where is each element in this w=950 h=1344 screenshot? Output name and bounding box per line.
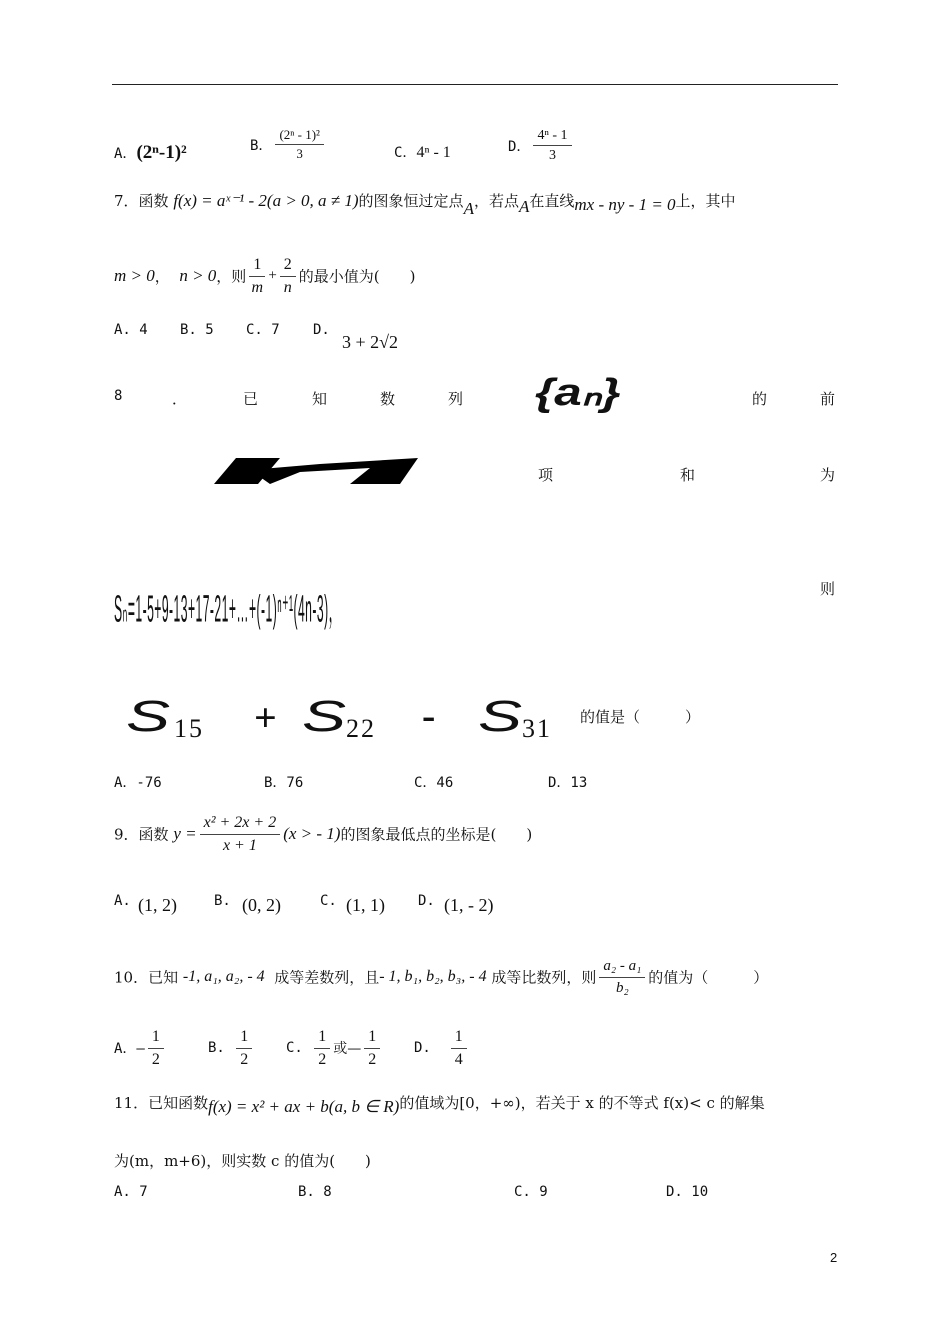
q11-option-c: C. 9: [514, 1184, 548, 1200]
q10-seq-a: -1, a₁, a₂, - 4: [182, 968, 265, 985]
fraction-denominator: m: [251, 278, 264, 296]
q7-text: ，若点: [473, 192, 519, 210]
q11-option-a: A. 7: [114, 1184, 148, 1200]
q8-word: 数: [380, 390, 396, 408]
q10-stem: [114, 958, 768, 996]
q11-stem-line2: 为(m，m+6)，则实数 c 的值为( ): [114, 1152, 371, 1170]
s31-subscript: 31: [522, 714, 552, 743]
q8-word: 已: [243, 390, 259, 408]
q9-y: y =: [173, 824, 197, 844]
q8-option-d: D．13: [548, 775, 588, 791]
q11-stem-line1: [114, 1092, 765, 1116]
q10-option-d: [414, 1028, 470, 1068]
s22-symbol: S: [302, 692, 347, 741]
q7-option-d-expr: 3 + 2√2: [342, 332, 399, 352]
q8-sequence-an: {aₙ}: [535, 372, 621, 414]
fraction-denominator: b₂: [615, 979, 629, 996]
fraction-numerator: 1: [451, 1028, 467, 1049]
q8-ze: 则: [820, 580, 836, 598]
fraction-numerator: 1: [236, 1028, 252, 1049]
fraction-numerator: 1: [314, 1028, 330, 1049]
s15-subscript: 15: [174, 714, 204, 743]
q8-word: 8: [114, 388, 123, 404]
q8-word: 列: [448, 390, 464, 408]
q10-option-b: [208, 1028, 255, 1068]
q8-word: ．: [172, 390, 188, 408]
fraction-numerator: (2ⁿ - 1)²: [275, 128, 323, 145]
q10-a-fraction: [148, 1028, 164, 1068]
q10-seq-b: - 1, b₁, b₂, b₃, - 4: [379, 968, 487, 985]
q7-stem-line2: [114, 256, 416, 296]
q9-fraction: [200, 814, 281, 854]
fraction-denominator: x + 1: [222, 836, 257, 854]
q7-function: f(x) = aˣ⁻¹ - 2(a > 0, a ≠ 1): [173, 191, 359, 210]
q10-ask: 的值为（ ）: [648, 968, 769, 987]
q10-d-fraction: [451, 1028, 467, 1068]
q8-option-b: B．76: [264, 775, 304, 791]
s22-subscript: 22: [346, 714, 376, 743]
q11-text: 的值域为[0，+∞)，若关于 x 的不等式 f(x)< c 的解集: [399, 1094, 765, 1112]
q9-option-a-label: A.: [114, 893, 131, 909]
q10-c2-fraction: [364, 1028, 380, 1068]
q9-ask: 的图象最低点的坐标是( ): [340, 825, 533, 844]
q8-word: 的: [752, 390, 768, 408]
q7-text: ，则: [216, 267, 247, 286]
s15-symbol: S: [126, 692, 171, 741]
fraction-numerator: 2: [280, 256, 296, 277]
q10-b-fraction: [236, 1028, 252, 1068]
q6-c-expr: 4ⁿ - 1: [416, 144, 451, 161]
header-rule: [112, 84, 838, 85]
page-number: 2: [830, 1250, 838, 1265]
q10-option-c: [286, 1028, 383, 1068]
q7-prefix: 7．函数: [114, 192, 169, 210]
fraction-numerator: 1: [249, 256, 265, 277]
fraction-denominator: n: [283, 278, 292, 296]
q7-condition-n: n > 0: [179, 266, 217, 286]
q9-condition: (x > - 1): [283, 824, 341, 844]
q7-fraction-2: [280, 256, 296, 296]
fraction-denominator: 4: [454, 1050, 463, 1068]
fraction-denominator: 2: [368, 1050, 377, 1068]
q10-fraction: [599, 958, 645, 996]
q9-option-d-label: D.: [418, 893, 435, 909]
q6-d-fraction: [533, 128, 571, 164]
q9-option-c-label: C.: [320, 893, 337, 909]
q7-text: ，: [154, 267, 170, 286]
q8-word: 知: [312, 390, 328, 408]
q8-ask: 的值是（ ）: [580, 708, 701, 726]
q8-n-graphic: [210, 458, 425, 484]
q7-text: 上，其中: [675, 192, 736, 210]
q7-point-a: A: [518, 197, 530, 216]
fraction-denominator: 2: [240, 1050, 249, 1068]
fraction-numerator: x² + 2x + 2: [200, 814, 281, 835]
q11-option-b: B. 8: [298, 1184, 332, 1200]
fraction-numerator: 1: [148, 1028, 164, 1049]
option-label: A．—: [114, 1041, 145, 1058]
minus-operator: -: [422, 693, 436, 738]
q9-option-a-value: (1, 2): [138, 895, 177, 915]
q9-option-b-value: (0, 2): [242, 895, 281, 915]
q7-option-d: D.: [313, 322, 330, 338]
q10-option-a: [114, 1028, 167, 1068]
q8-n-svg: [210, 458, 425, 484]
q8-option-a: A．-76: [114, 775, 162, 791]
q7-option-a: A. 4: [114, 322, 148, 338]
q11-prefix: 11．已知函数: [114, 1094, 209, 1112]
q7-text: 的图象恒过定点: [358, 192, 464, 210]
q10-prefix: 10．已知: [114, 968, 179, 987]
q6-a-expr: (2ⁿ-1)²: [136, 142, 187, 163]
q10-c-fraction: [314, 1028, 330, 1068]
q7-line-equation: mx - ny - 1 = 0: [574, 195, 676, 214]
option-label: D．: [508, 138, 531, 155]
option-label: D.: [414, 1040, 431, 1057]
q6-option-c: [394, 142, 451, 162]
q6-option-a: [114, 142, 187, 164]
q8-word: 和: [680, 466, 696, 484]
q7-ask: 的最小值为( ): [298, 267, 416, 286]
q7-fraction-1: [249, 256, 265, 296]
fraction-numerator: a₂ - a₁: [599, 958, 645, 978]
q11-function: f(x) = x² + ax + b(a, b ∈ R): [208, 1097, 400, 1116]
option-label: A．: [114, 146, 137, 162]
option-label: C．: [394, 145, 417, 161]
q7-condition-m: m > 0: [114, 266, 155, 286]
fraction-denominator: 3: [296, 146, 303, 162]
fraction-denominator: 2: [151, 1050, 160, 1068]
q7-plus: +: [268, 267, 277, 284]
option-label: B．: [250, 137, 273, 154]
q9-option-b-label: B.: [214, 893, 231, 909]
option-label: B.: [208, 1040, 225, 1057]
q10-text: 成等差数列，且: [274, 968, 380, 987]
q7-point-a: A: [463, 199, 474, 218]
q9-prefix: 9．函数: [114, 825, 169, 844]
q6-b-fraction: [275, 128, 323, 162]
fraction-denominator: 2: [318, 1050, 327, 1068]
q8-word: 项: [538, 466, 554, 484]
q8-word: 为: [820, 466, 836, 484]
s31-symbol: S: [478, 692, 523, 741]
fraction-numerator: 4ⁿ - 1: [533, 128, 571, 146]
fraction-numerator: 1: [364, 1028, 380, 1049]
q11-option-d: D. 10: [666, 1184, 709, 1200]
q6-option-d: [508, 128, 575, 164]
plus-operator: +: [254, 695, 277, 740]
fraction-denominator: 3: [548, 148, 556, 164]
q7-stem-line1: [114, 190, 736, 218]
q9-stem: [114, 814, 532, 854]
q8-option-c: C．46: [414, 775, 454, 791]
q8-word: 前: [820, 390, 836, 408]
q6-option-b: [250, 128, 327, 162]
q10-c-or: 或—: [333, 1041, 362, 1058]
q7-text: 在直线: [529, 192, 575, 210]
q9-option-c-value: (1, 1): [346, 895, 385, 915]
q10-text: 成等比数列，则: [491, 968, 597, 987]
q9-option-d-value: (1, - 2): [444, 895, 494, 915]
q7-option-c: C. 7: [246, 322, 280, 338]
option-label: C.: [286, 1040, 303, 1057]
q8-sn-expression: Sₙ=1-5+9-13+17-21+…+(-1)ⁿ⁺¹(4n-3)，: [114, 587, 342, 630]
q7-option-b: B. 5: [180, 322, 214, 338]
